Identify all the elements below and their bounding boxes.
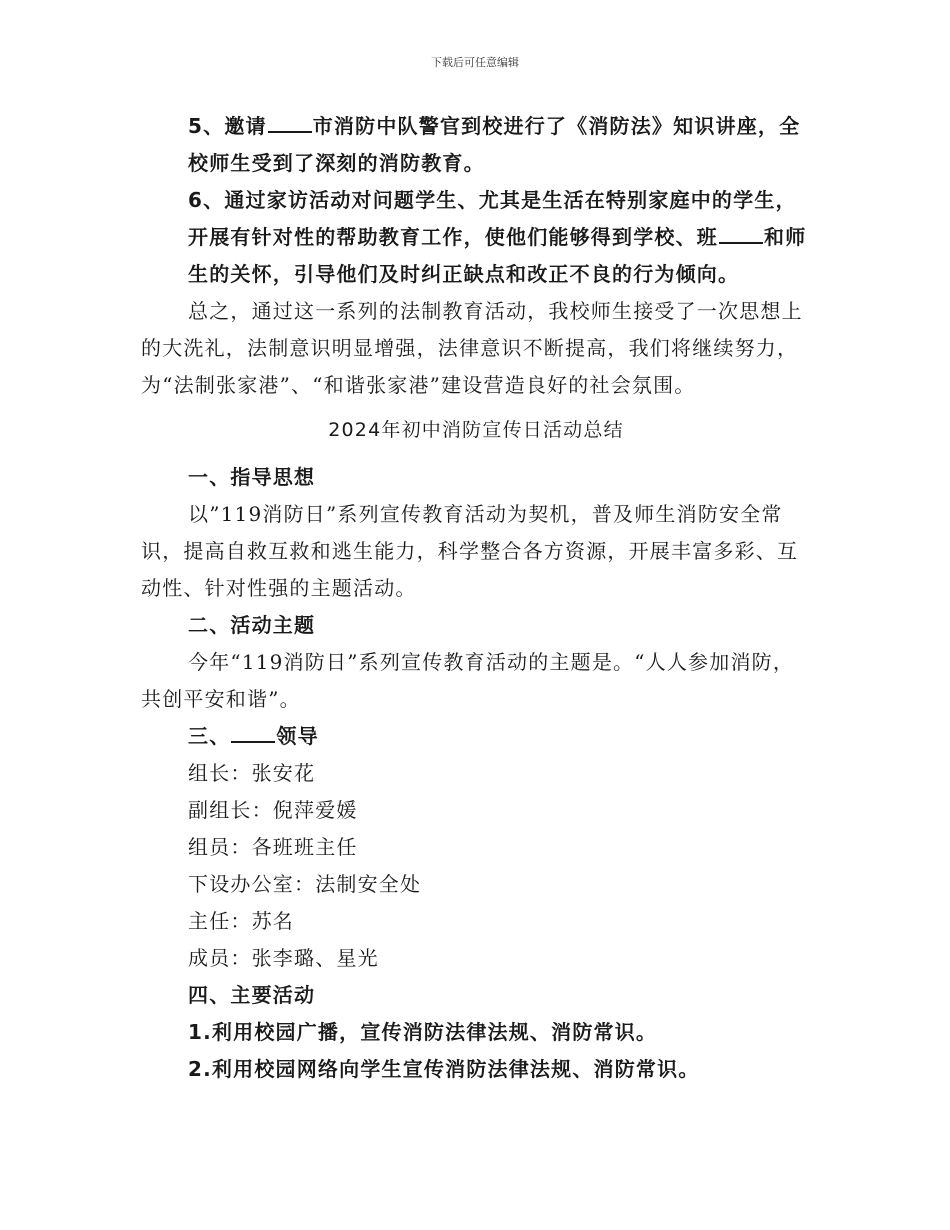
staff-line: 成员：张李璐、星光 (188, 946, 379, 970)
page-header: 下载后可任意编辑 (431, 56, 519, 69)
section-3-heading-a: 三、 (188, 724, 231, 748)
document-body (141, 108, 811, 1088)
section-3-heading (141, 718, 811, 755)
activity-item: 2.利用校园网络向学生宣传消防法律法规、消防常识。 (188, 1057, 700, 1081)
section-3-heading-b: 领导 (276, 724, 319, 748)
item-5-text-a: 5、邀请 (188, 114, 267, 138)
blank-line (231, 719, 275, 743)
activity-item: 1.利用校园广播，宣传消防法律法规、消防常识。 (188, 1020, 658, 1044)
section-1-body: 以”119消防日”系列宣传教育活动为契机，普及师生消防安全常识，提高自救互救和逃生能力，科学整合各方资源，开展丰富多彩、互动性、针对性强的主题活动。 (141, 502, 799, 600)
item-6-text-b: 和师生的关怀，引导他们及时纠正缺点和改正不良的行为倾向。 (188, 225, 807, 286)
members-line: 组员：各班班主任 (188, 835, 358, 859)
item-5-text-b: 市消防中队警官到校进行了《消防法》知识讲座，全校师生受到了深刻的消防教育。 (188, 114, 801, 175)
section-4-heading: 四、主要活动 (188, 983, 316, 1007)
conclusion-paragraph: 总之，通过这一系列的法制教育活动，我校师生接受了一次思想上的大洗礼，法制意识明显增强，法律意识不断提高，我们将继续努力，为“法制张家港”、“和谐张家港”建设营造良好的社会氛围。 (141, 299, 803, 397)
blank-line (268, 109, 312, 133)
item-5 (141, 108, 811, 182)
item-6-text-a: 6、通过家访活动对问题学生、尤其是生活在特别家庭中的学生，开展有针对性的帮助教育工作，使他们能够得到学校、班 (188, 188, 797, 249)
section-1-heading: 一、指导思想 (188, 465, 316, 489)
blank-line (719, 220, 763, 244)
item-6 (141, 182, 811, 293)
document-title: 2024年初中消防宣传日活动总结 (328, 419, 624, 441)
section-2-body: 今年“119消防日”系列宣传教育活动的主题是。“人人参加消防，共创平安和谐”。 (141, 650, 795, 711)
office-line: 下设办公室：法制安全处 (188, 872, 422, 896)
director-line: 主任：苏名 (188, 909, 294, 933)
deputy-leader-line: 副组长：倪萍爱媛 (188, 798, 358, 822)
section-2-heading: 二、活动主题 (188, 613, 316, 637)
leader-line: 组长：张安花 (188, 761, 316, 785)
